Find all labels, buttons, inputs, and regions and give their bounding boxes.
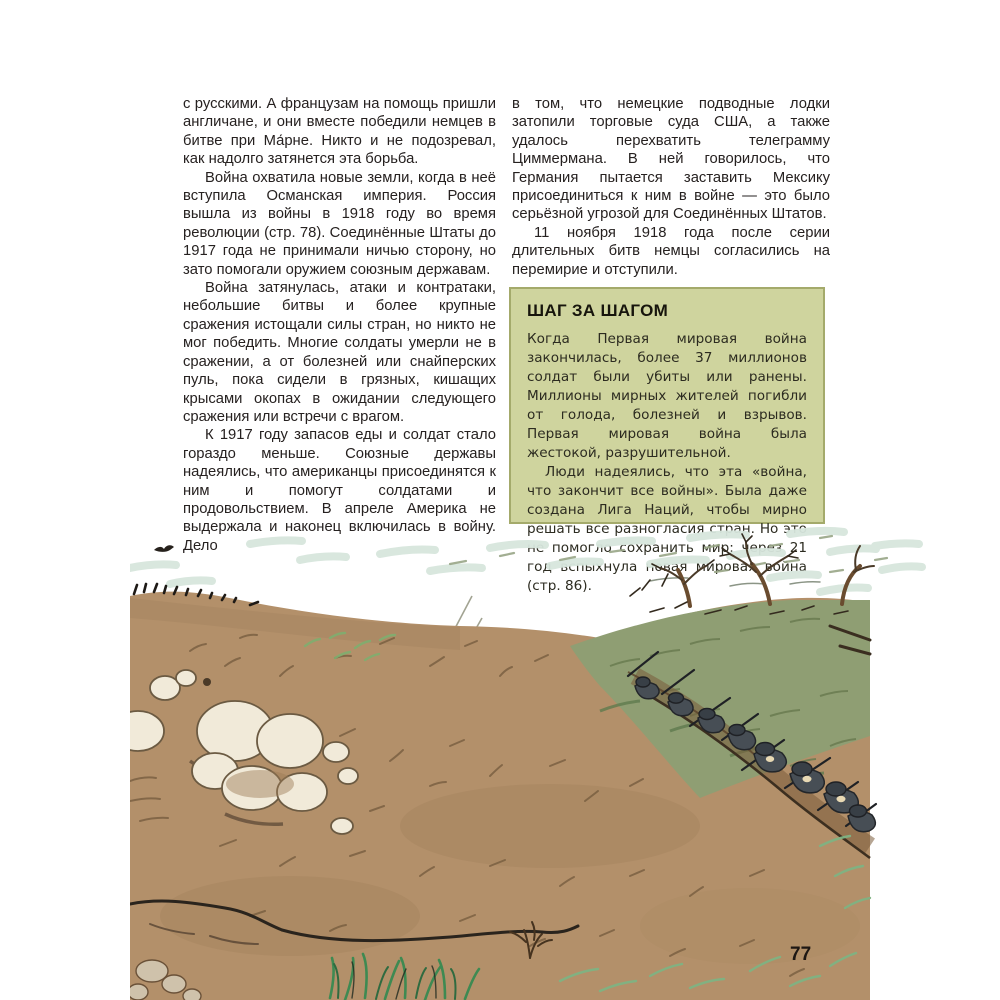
- step-box-paragraph: Люди надеялись, что эта «война, что закончит все войны». Была даже создана Лига Наций, чтобы мирно решать все разногласия стран. Но это не помогло сохранить мир: через 21 год вспыхнула новая мировая война (стр. 86).: [527, 464, 807, 594]
- step-box-title: ШАГ ЗА ШАГОМ: [527, 301, 669, 320]
- page-number: 77: [790, 944, 812, 965]
- right-text-column: [512, 95, 830, 279]
- paragraph: 11 ноября 1918 года после серии длительных битв немцы согласились на перемирие и отступили.: [512, 224, 830, 278]
- sky-streaks: [130, 531, 922, 592]
- paragraph: с русскими. А французам на помощь пришли англичане, и они вместе победили немцев в битве при Ма́рне. Никто и не подозревал, как надолго затянется эта борьба.: [183, 96, 496, 168]
- bird-icon: [154, 545, 174, 552]
- paragraph: в том, что немецкие подводные лодки затопили торговые суда США, а также удалось перехватить телеграмму Циммермана. В ней говорилось, что Германия пытается заставить Мексику присоединиться к ним в войне — это было серьёзной угрозой для Соединённых Штатов.: [512, 96, 830, 223]
- step-box-paragraph: Когда Первая мировая война закончилась, более 37 миллионов солдат были убиты или ранены. Миллионы мирных жителей погибли от голода, болезней и взрывов. Первая мировая война была жестокой, разрушительной.: [527, 331, 807, 461]
- paragraph: Война затянулась, атаки и контратаки, небольшие битвы и более крупные сражения истощали силы стран, но никто не мог победить. Многие солдаты умерли не в сражении, а от болезней или снайперских пуль, пока сидели в грязных, кишащих крысами окопах в ожидании следующего сражения или встречи с врагом.: [183, 280, 496, 425]
- paragraph: К 1917 году запасов еды и солдат стало гораздо меньше. Союзные державы надеялись, что американцы присоединятся к ним и помогут солдатами и продовольствием. В апреле Америка не выдержала и наконец включилась в войну. Дело: [183, 427, 496, 554]
- battlefield-illustration: [130, 526, 940, 1000]
- paragraph: Война охватила новые земли, когда в неё вступила Османская империя. Россия вышла из войны в 1918 году во время революции (стр. 78). Соединённые Штаты до 1917 года не принимали ничью сторону, но зато помогали оружием союзным державам.: [183, 169, 496, 278]
- step-by-step-box: [509, 287, 825, 594]
- left-text-column: [183, 95, 496, 555]
